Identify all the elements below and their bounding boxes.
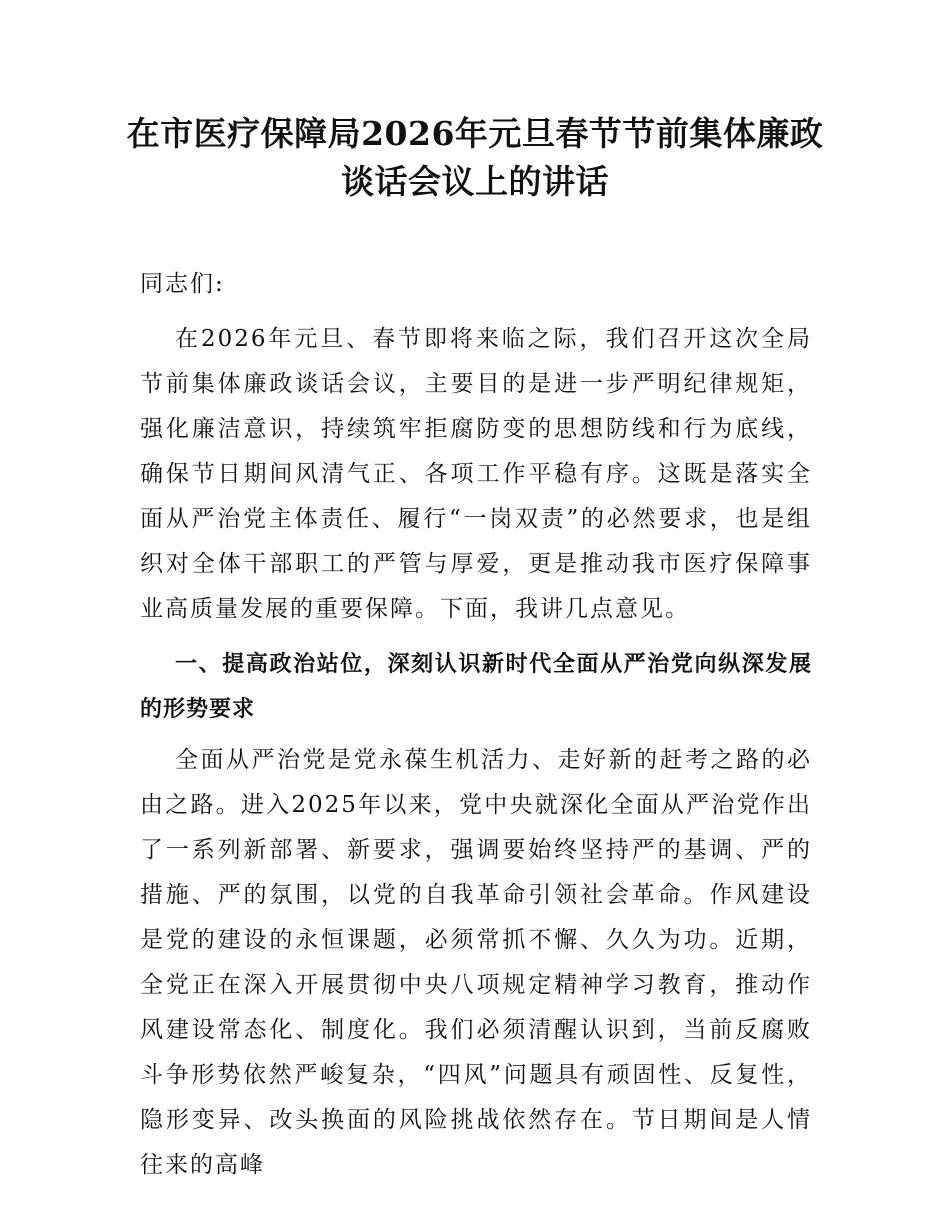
section-heading-1: 一、提高政治站位，深刻认识新时代全面从严治党向纵深发展的形势要求 — [140, 652, 812, 722]
paragraph-intro: 在2026年元旦、春节即将来临之际，我们召开这次全局节前集体廉政谈话会议，主要目的是进一步严明纪律规矩，强化廉洁意识，持续筑牢拒腐防变的思想防线和行为底线，确保节日期间风清气正、各项工作平稳有序。这既是落实全面从严治党主体责任、履行“一岗双责”的必然要求，也是组织对全体干部职工的严管与厚爱，更是推动我市医疗保障事业高质量发展的重要保障。下面，我讲几点意见。 — [140, 326, 812, 622]
paragraph-section-1: 全面从严治党是党永葆生机活力、走好新的赶考之路的必由之路。进入2025年以来，党中央就深化全面从严治党作出了一系列新部署、新要求，强调要始终坚持严的基调、严的措施、严的氛围，以党的自我革命引领社会革命。作风建设是党的建设的永恒课题，必须常抓不懈、久久为功。近期，全党正在深入开展贯彻中央八项规定精神学习教育，推动作风建设常态化、制度化。我们必须清醒认识到，当前反腐败斗争形势依然严峻复杂，“四风”问题具有顽固性、反复性，隐形变异、改头换面的风险挑战依然存在。节日期间是人情往来的高峰 — [140, 747, 812, 1178]
document-title: 在市医疗保障局2026年元旦春节节前集体廉政谈话会议上的讲话 — [126, 114, 824, 201]
document-body — [140, 262, 812, 1188]
greeting: 同志们: — [140, 271, 225, 297]
